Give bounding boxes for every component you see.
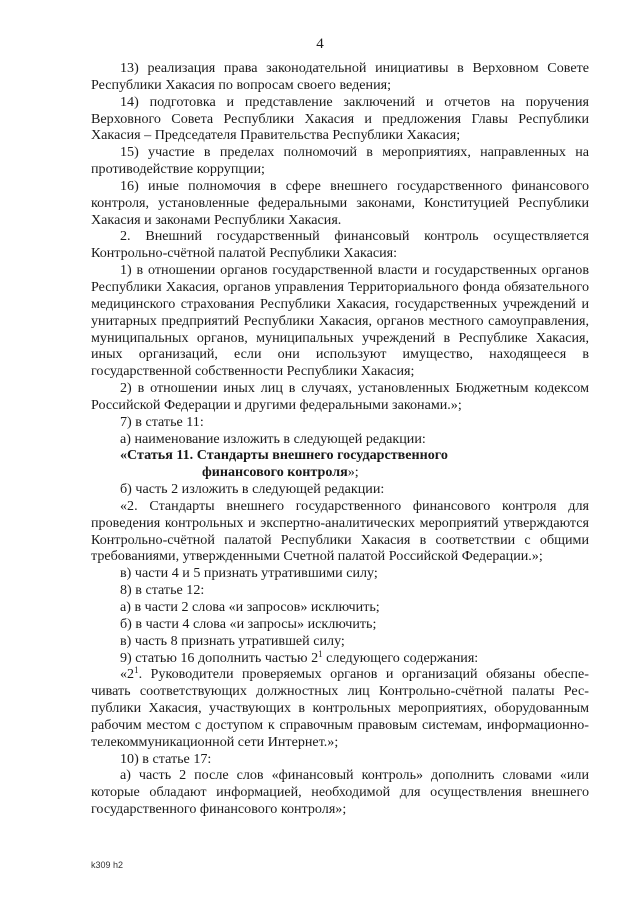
paragraph-item-10a: а) часть 2 после слов «финансовый контроль» дополнить словами «или которые обладают информацией, необходимой для осуществления внешнего государственного финансового контроля»;: [91, 767, 589, 818]
superscript: 1: [134, 665, 139, 676]
paragraph-item-8: 8) в статье 12:: [120, 582, 205, 599]
paragraph-item-7a: а) наименование изложить в следующей редакции:: [120, 430, 426, 447]
footer-code: k309 h2: [91, 860, 124, 870]
paragraph-item-9: [91, 650, 589, 667]
paragraph-item-8a: а) в части 2 слова «и запросов» исключить;: [120, 599, 380, 615]
paragraph-item-7v: в) части 4 и 5 признать утратившими силу;: [120, 565, 378, 582]
paragraph-part-2-item-2: 2) в отношении иных лиц в случаях, установленных Бюджетным кодексом Российской Федерации и другими федеральными законами.»;: [91, 380, 589, 413]
article-heading-end: »;: [347, 464, 359, 481]
paragraph-item-10: 10) в статье 17:: [120, 750, 212, 767]
paragraph-item-7b: б) часть 2 изложить в следующей редакции:: [120, 481, 385, 498]
paragraph-item-8b: б) в части 4 слова «и запросы» исключить;: [120, 615, 377, 632]
paragraph-15: 15) участие в пределах полномочий в мероприятиях, направленных на противодействие коррупции;: [91, 144, 589, 178]
document-body: [91, 60, 589, 818]
paragraph-item-9-text: 9) статью 16 дополнить частью 2: [120, 649, 319, 666]
page-number: 4: [316, 36, 324, 52]
article-heading-line-1: «Статья 11. Стандарты внешнего государственного: [120, 447, 448, 464]
paragraph-part-2-item-1: 1) в отношении органов государственной власти и государственных органов Республики Хакасия, органов управления Территориального фонда обязательного медицинского страхования Республики Хакасия, государственных учреждений и унитарных предприятий Республики Хакасия, органов местного самоуправления, муниципальных органов, муниципальных учреждений в Республике Хакасия, иных организаций, если они используют имущество, находящееся в государственной собственности Республики Хакасия;: [91, 262, 589, 380]
article-heading-title: финансового контроля: [202, 464, 348, 481]
paragraph-item-7b-text: «2. Стандарты внешнего государственного финансового контроля для проведения контрольных и экспертно-аналитических мероприятий утверждаются Контрольно-счётной палатой Республики Хакасия в соответствии с общими требованиями, утвержденными Счетной палатой Российской Федерации.»;: [91, 497, 589, 565]
paragraph-item-8v: в) часть 8 признать утратившей силу;: [120, 632, 345, 649]
paragraph-part-2: 2. Внешний государственный финансовый контроль осуществляется Контрольно-счётной палатой Республики Хакасия:: [91, 228, 589, 262]
quote-text: . Руководители проверяемых органов и организаций обязаны обеспечивать соответствующих должностных лиц Контрольно-счётной палаты Республики Хакасия, участвующих в контрольных мероприятиях, оборудованным рабочим местом с доступом к справочным правовым системам, информационно-телекоммуникационной сети Интернет.»;: [91, 666, 589, 750]
paragraph-13: 13) реализация права законодательной инициативы в Верховном Совете Республики Хакасия по вопросам своего ведения;: [91, 60, 589, 93]
superscript: 1: [318, 648, 323, 659]
quote-part-number: «2: [120, 666, 135, 683]
paragraph-item-9-text-end: следующего содержания:: [322, 649, 479, 666]
article-heading-line-2: [91, 464, 589, 481]
paragraph-14: 14) подготовка и представление заключений и отчетов на поручения Верховного Совета Республики Хакасия и предложения Главы Республики Хакасия – Председателя Правительства Республики Хакасия;: [91, 93, 589, 144]
paragraph-item-9-quote: [91, 666, 589, 750]
paragraph-item-7: 7) в статье 11:: [120, 413, 204, 430]
paragraph-16: 16) иные полномочия в сфере внешнего государственного финансового контроля, установленные федеральными законами, Конституцией Республики Хакасия и законами Республики Хакасия.: [91, 177, 589, 228]
